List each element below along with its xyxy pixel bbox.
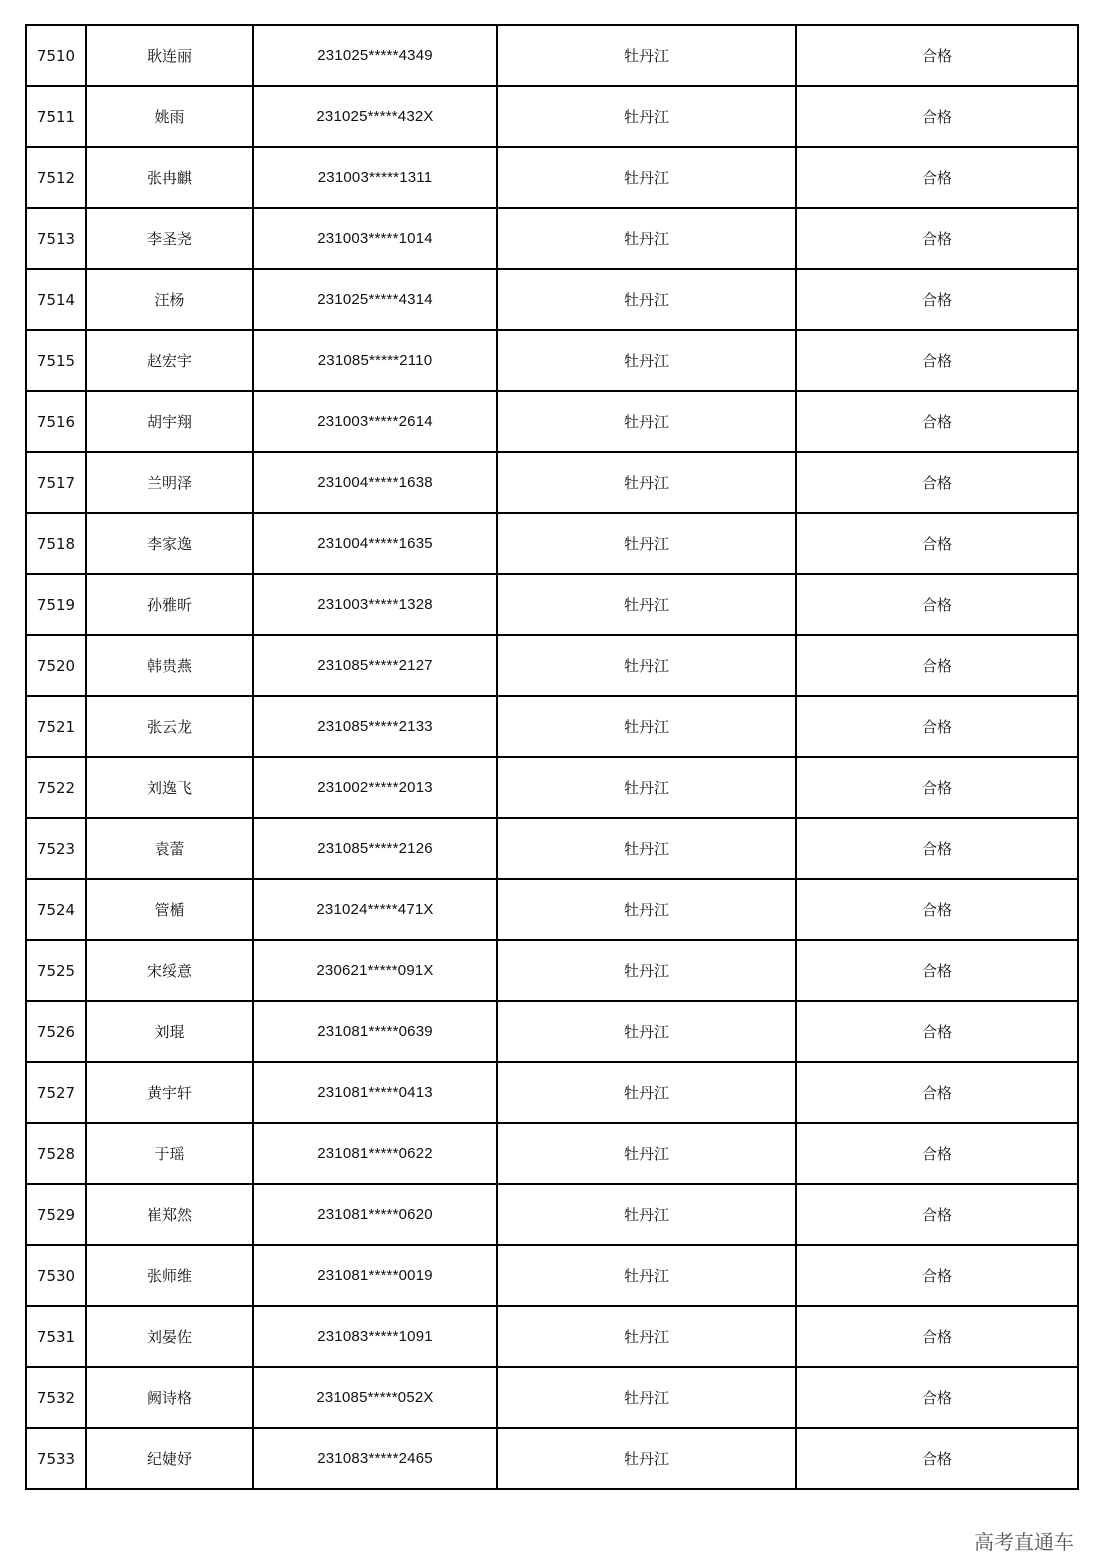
candidate-name-cell: 赵宏宇 [86,330,253,391]
table-row [26,757,1078,818]
id-number-cell: 231081*****0413 [253,1062,497,1123]
region-cell: 牡丹江 [497,330,796,391]
region-cell: 牡丹江 [497,147,796,208]
region-cell: 牡丹江 [497,635,796,696]
region-cell: 牡丹江 [497,757,796,818]
table-row [26,25,1078,86]
id-number-cell: 231025*****432X [253,86,497,147]
id-number-cell: 231003*****1328 [253,574,497,635]
row-number-cell: 7526 [26,1001,86,1062]
candidate-name-cell: 阙诗格 [86,1367,253,1428]
candidate-name-cell: 李圣尧 [86,208,253,269]
candidate-name-cell: 纪婕妤 [86,1428,253,1489]
table-row [26,147,1078,208]
candidate-name-cell: 孙雅昕 [86,574,253,635]
id-number-cell: 231003*****1311 [253,147,497,208]
region-cell: 牡丹江 [497,1001,796,1062]
row-number-cell: 7520 [26,635,86,696]
row-number-cell: 7514 [26,269,86,330]
table-row [26,1306,1078,1367]
region-cell: 牡丹江 [497,391,796,452]
id-number-cell: 231081*****0639 [253,1001,497,1062]
table-row [26,269,1078,330]
candidate-name-cell: 崔郑然 [86,1184,253,1245]
result-status-cell: 合格 [796,269,1078,330]
result-status-cell: 合格 [796,574,1078,635]
id-number-cell: 231004*****1635 [253,513,497,574]
region-cell: 牡丹江 [497,818,796,879]
candidate-name-cell: 宋绥意 [86,940,253,1001]
id-number-cell: 231085*****2126 [253,818,497,879]
result-status-cell: 合格 [796,696,1078,757]
candidate-table [25,24,1079,1490]
row-number-cell: 7523 [26,818,86,879]
row-number-cell: 7522 [26,757,86,818]
row-number-cell: 7533 [26,1428,86,1489]
row-number-cell: 7510 [26,25,86,86]
row-number-cell: 7517 [26,452,86,513]
region-cell: 牡丹江 [497,1367,796,1428]
id-number-cell: 231025*****4349 [253,25,497,86]
region-cell: 牡丹江 [497,940,796,1001]
result-status-cell: 合格 [796,1001,1078,1062]
region-cell: 牡丹江 [497,269,796,330]
table-row [26,330,1078,391]
row-number-cell: 7525 [26,940,86,1001]
result-status-cell: 合格 [796,147,1078,208]
row-number-cell: 7528 [26,1123,86,1184]
candidate-name-cell: 刘逸飞 [86,757,253,818]
row-number-cell: 7524 [26,879,86,940]
table-row [26,635,1078,696]
table-row [26,86,1078,147]
region-cell: 牡丹江 [497,1428,796,1489]
id-number-cell: 231085*****2110 [253,330,497,391]
id-number-cell: 231085*****2133 [253,696,497,757]
result-status-cell: 合格 [796,1367,1078,1428]
result-status-cell: 合格 [796,757,1078,818]
region-cell: 牡丹江 [497,696,796,757]
row-number-cell: 7532 [26,1367,86,1428]
result-status-cell: 合格 [796,452,1078,513]
region-cell: 牡丹江 [497,513,796,574]
watermark-text: 高考直通车 [974,1530,1074,1554]
table-body [26,25,1078,1489]
region-cell: 牡丹江 [497,452,796,513]
region-cell: 牡丹江 [497,208,796,269]
row-number-cell: 7531 [26,1306,86,1367]
id-number-cell: 231081*****0019 [253,1245,497,1306]
table-row [26,1367,1078,1428]
table-row [26,1123,1078,1184]
id-number-cell: 231004*****1638 [253,452,497,513]
row-number-cell: 7516 [26,391,86,452]
result-status-cell: 合格 [796,86,1078,147]
row-number-cell: 7518 [26,513,86,574]
candidate-name-cell: 耿连丽 [86,25,253,86]
id-number-cell: 231081*****0622 [253,1123,497,1184]
table-row [26,208,1078,269]
table-row [26,513,1078,574]
candidate-name-cell: 刘琨 [86,1001,253,1062]
row-number-cell: 7529 [26,1184,86,1245]
result-status-cell: 合格 [796,1184,1078,1245]
table-row [26,1184,1078,1245]
row-number-cell: 7530 [26,1245,86,1306]
candidate-name-cell: 张冉麒 [86,147,253,208]
candidate-name-cell: 张师维 [86,1245,253,1306]
candidate-name-cell: 张云龙 [86,696,253,757]
result-status-cell: 合格 [796,1123,1078,1184]
candidate-name-cell: 于瑶 [86,1123,253,1184]
region-cell: 牡丹江 [497,1306,796,1367]
table-row [26,391,1078,452]
region-cell: 牡丹江 [497,25,796,86]
result-status-cell: 合格 [796,1428,1078,1489]
region-cell: 牡丹江 [497,879,796,940]
result-status-cell: 合格 [796,25,1078,86]
id-number-cell: 231024*****471X [253,879,497,940]
result-status-cell: 合格 [796,818,1078,879]
result-status-cell: 合格 [796,513,1078,574]
id-number-cell: 230621*****091X [253,940,497,1001]
candidate-name-cell: 姚雨 [86,86,253,147]
table-row [26,818,1078,879]
region-cell: 牡丹江 [497,1184,796,1245]
id-number-cell: 231083*****1091 [253,1306,497,1367]
result-status-cell: 合格 [796,391,1078,452]
row-number-cell: 7515 [26,330,86,391]
table-row [26,574,1078,635]
id-number-cell: 231003*****2614 [253,391,497,452]
id-number-cell: 231003*****1014 [253,208,497,269]
id-number-cell: 231085*****2127 [253,635,497,696]
row-number-cell: 7513 [26,208,86,269]
table-row [26,1245,1078,1306]
result-status-cell: 合格 [796,635,1078,696]
candidate-name-cell: 李家逸 [86,513,253,574]
result-status-cell: 合格 [796,879,1078,940]
table-row [26,1001,1078,1062]
candidate-name-cell: 袁蕾 [86,818,253,879]
candidate-name-cell: 黄宇轩 [86,1062,253,1123]
table-row [26,1062,1078,1123]
id-number-cell: 231002*****2013 [253,757,497,818]
id-number-cell: 231025*****4314 [253,269,497,330]
region-cell: 牡丹江 [497,86,796,147]
row-number-cell: 7527 [26,1062,86,1123]
row-number-cell: 7521 [26,696,86,757]
candidate-name-cell: 胡宇翔 [86,391,253,452]
candidate-name-cell: 韩贵燕 [86,635,253,696]
result-status-cell: 合格 [796,330,1078,391]
table-row [26,940,1078,1001]
candidate-name-cell: 管楯 [86,879,253,940]
table-row [26,696,1078,757]
result-status-cell: 合格 [796,1306,1078,1367]
region-cell: 牡丹江 [497,1245,796,1306]
table-row [26,1428,1078,1489]
result-status-cell: 合格 [796,208,1078,269]
id-number-cell: 231081*****0620 [253,1184,497,1245]
result-status-cell: 合格 [796,1062,1078,1123]
region-cell: 牡丹江 [497,1062,796,1123]
table-row [26,452,1078,513]
result-status-cell: 合格 [796,940,1078,1001]
candidate-name-cell: 刘晏佐 [86,1306,253,1367]
id-number-cell: 231085*****052X [253,1367,497,1428]
table-row [26,879,1078,940]
result-status-cell: 合格 [796,1245,1078,1306]
region-cell: 牡丹江 [497,574,796,635]
region-cell: 牡丹江 [497,1123,796,1184]
row-number-cell: 7512 [26,147,86,208]
id-number-cell: 231083*****2465 [253,1428,497,1489]
candidate-name-cell: 汪杨 [86,269,253,330]
row-number-cell: 7511 [26,86,86,147]
row-number-cell: 7519 [26,574,86,635]
candidate-name-cell: 兰明泽 [86,452,253,513]
